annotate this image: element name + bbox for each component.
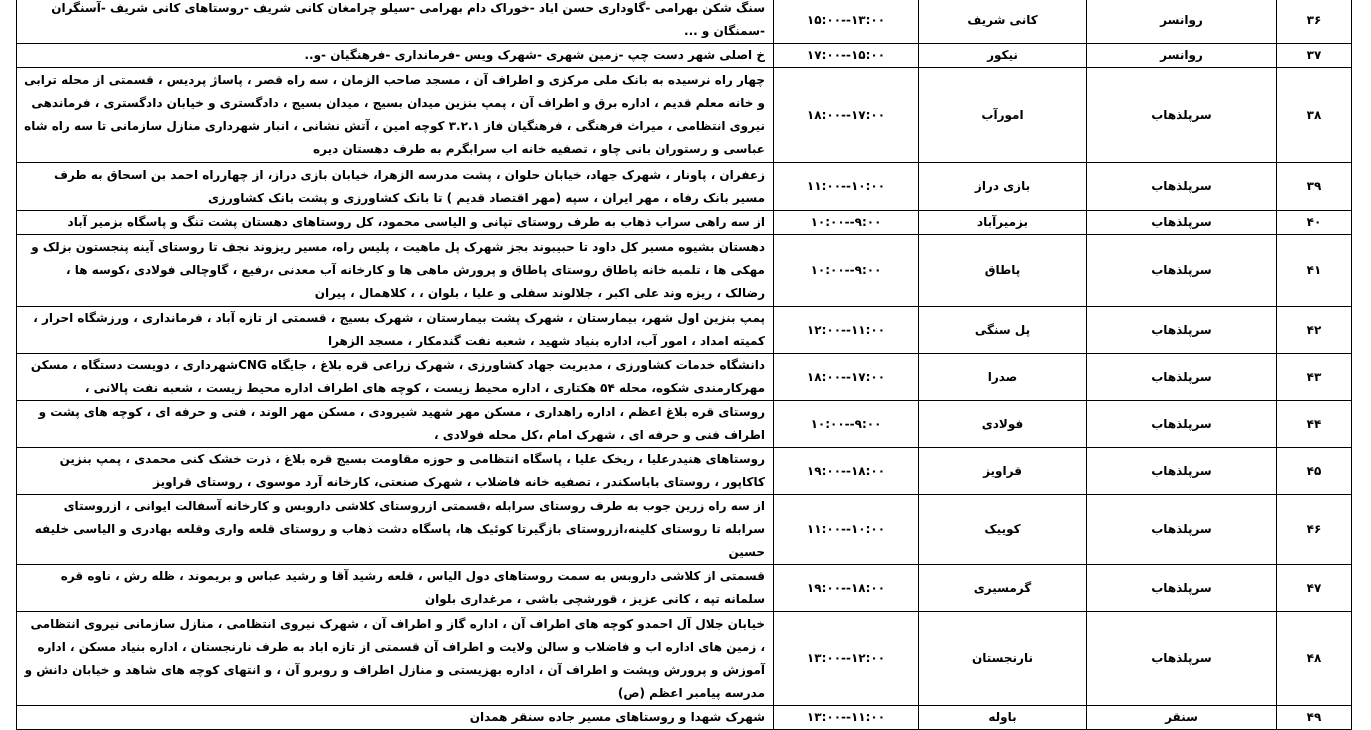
description-cell: شهرک شهدا و روستاهای مسیر جاده سنقر همدان bbox=[17, 706, 774, 730]
area-cell: نیکور bbox=[919, 44, 1087, 68]
city-cell: سرپلذهاب bbox=[1087, 68, 1277, 163]
time-cell: ۱۵:۰۰--۱۳:۰۰ bbox=[774, 0, 919, 44]
table-row bbox=[17, 448, 1352, 495]
table-row bbox=[17, 235, 1352, 307]
city-cell: سرپلذهاب bbox=[1087, 565, 1277, 612]
table-row bbox=[17, 565, 1352, 612]
description-cell: دهستان بشیوه مسیر کل داود تا حبیبوند بجز شهرک پل ماهیت ، پلیس راه، مسیر ریزوند نجف تا روستای آینه پنجستون بزلک و مهکی ها ، تلمبه خانه پاطاق روستای پاطاق و پرورش ماهی ها و کارخانه آب معدنی ،رفیع ، گاوچالی فولادی ،کوسه ها ، رضالک ، ریزه وند علی اکبر ، جلالوند سفلی و علیا ، بلوان ، ، کلاهمال ، پیران bbox=[17, 235, 774, 307]
row-number: ۴۱ bbox=[1277, 235, 1352, 307]
area-cell: بزمیرآباد bbox=[919, 211, 1087, 235]
row-number: ۴۸ bbox=[1277, 612, 1352, 706]
row-number: ۳۸ bbox=[1277, 68, 1352, 163]
city-cell: سرپلذهاب bbox=[1087, 354, 1277, 401]
area-cell: صدرا bbox=[919, 354, 1087, 401]
table-row bbox=[17, 163, 1352, 211]
description-cell: پمپ بنزین اول شهر، بیمارستان ، شهرک پشت بیمارستان ، شهرک بسیج ، قسمتی از تازه آباد ، فرمانداری ، ورزشگاه احرار ، کمیته امداد ، امور آب، اداره بنیاد شهید ، شعبه نفت گندمکار ، مسجد الزهرا bbox=[17, 307, 774, 354]
row-number: ۳۷ bbox=[1277, 44, 1352, 68]
description-cell: روستاهای هنیدرعلیا ، ریخک علیا ، پاسگاه انتظامی و حوزه مقاومت بسیج قره بلاغ ، ذرت خشک کنی محمدی ، پمپ بنزین کاکاپور ، روستای باباسکندر ، تصفیه خانه فاضلاب ، شهرک صنعتی، کارخانه آرد موسوی ، روستای قراویز bbox=[17, 448, 774, 495]
area-cell: امورآب bbox=[919, 68, 1087, 163]
description-cell: سنگ شکن بهرامی -گاوداری حسن اباد -خوراک دام بهرامی -سیلو چرامغان کانی شریف -روستاهای کانی شریف -آسنگران -سمنگان و ... bbox=[17, 0, 774, 44]
city-cell: سرپلذهاب bbox=[1087, 235, 1277, 307]
time-cell: ۱۹:۰۰--۱۸:۰۰ bbox=[774, 565, 919, 612]
table-row bbox=[17, 211, 1352, 235]
description-cell: زعفران ، پاونار ، شهرک جهاد، خیابان حلوان ، پشت مدرسه الزهرا، خیابان بازی دراز، از چهارراه احمد بن اسحاق به طرف مسیر بانک رفاه ، مهر ایران ، سپه (مهر اقتصاد قدیم ) تا بانک کشاورزی و پشت بانک کشاورزی bbox=[17, 163, 774, 211]
city-cell: روانسر bbox=[1087, 0, 1277, 44]
city-cell: سرپلذهاب bbox=[1087, 211, 1277, 235]
time-cell: ۱۹:۰۰--۱۸:۰۰ bbox=[774, 448, 919, 495]
time-cell: ۱۳:۰۰--۱۲:۰۰ bbox=[774, 612, 919, 706]
table-row bbox=[17, 68, 1352, 163]
outage-schedule-table bbox=[16, 0, 1352, 730]
city-cell: روانسر bbox=[1087, 44, 1277, 68]
description-cell: دانشگاه خدمات کشاورزی ، مدیریت جهاد کشاورزی ، شهرک زراعی قره بلاغ ، جایگاه CNGشهرداری ، دویست دستگاه ، مسکن مهرکارمندی شکوه، محله ۵۴ هکتاری ، اداره محیط زیست ، کوچه های اطراف اداره محیط زیست ، شعبه نفت پالانی ، bbox=[17, 354, 774, 401]
area-cell: نارنجستان bbox=[919, 612, 1087, 706]
description-cell: از سه راه زرین جوب به طرف روستای سرابله ،قسمتی ازروستای کلاشی داروبس و کارخانه آسفالت ایوانی ، ازروستای سرابله تا روستای کلینه،ازروستای بازگیرتا کوئیک ها، پاسگاه دشت ذهاب و روستای قلعه واری وقلعه بهادری و الیاسی خلیفه حسین bbox=[17, 495, 774, 565]
area-cell: پل سنگی bbox=[919, 307, 1087, 354]
area-cell: کوییک bbox=[919, 495, 1087, 565]
time-cell: ۱۸:۰۰--۱۷:۰۰ bbox=[774, 354, 919, 401]
description-cell: از سه راهی سراب ذهاب به طرف روستای تپانی و الیاسی محمود، کل روستاهای دهستان پشت تنگ و پاسگاه بزمیر آباد bbox=[17, 211, 774, 235]
time-cell: ۱۷:۰۰--۱۵:۰۰ bbox=[774, 44, 919, 68]
table-row bbox=[17, 495, 1352, 565]
area-cell: باوله bbox=[919, 706, 1087, 730]
table-row bbox=[17, 44, 1352, 68]
time-cell: ۱۰:۰۰--۹:۰۰ bbox=[774, 211, 919, 235]
description-cell: خیابان جلال آل احمدو کوچه های اطراف آن ، اداره گاز و اطراف آن ، شهرک نیروی انتظامی ، منازل سازمانی نیروی انتظامی ، زمین های اداره اب و فاضلاب و سالن ولایت و اطراف آن قسمتی از تازه اباد به طرف نارنجستان ، اداره بنیاد مسکن ، اداره آموزش و پرورش وپشت و اطراف آن ، اداره بهزیستی و منازل اطراف و روبرو آن ، و انتهای کوچه های شاهد و خیابان دانش و مدرسه پیامبر اعظم (ص) bbox=[17, 612, 774, 706]
row-number: ۴۷ bbox=[1277, 565, 1352, 612]
row-number: ۴۰ bbox=[1277, 211, 1352, 235]
time-cell: ۱۰:۰۰--۹:۰۰ bbox=[774, 401, 919, 448]
row-number: ۴۳ bbox=[1277, 354, 1352, 401]
time-cell: ۱۰:۰۰--۹:۰۰ bbox=[774, 235, 919, 307]
row-number: ۴۹ bbox=[1277, 706, 1352, 730]
table-row bbox=[17, 401, 1352, 448]
table-row bbox=[17, 307, 1352, 354]
time-cell: ۱۲:۰۰--۱۱:۰۰ bbox=[774, 307, 919, 354]
time-cell: ۱۳:۰۰--۱۱:۰۰ bbox=[774, 706, 919, 730]
area-cell: پاطاق bbox=[919, 235, 1087, 307]
table-row bbox=[17, 0, 1352, 44]
description-cell: چهار راه نرسیده به بانک ملی مرکزی و اطراف آن ، مسجد صاحب الزمان ، سه راه قصر ، پاساژ پردیس ، قسمتی از محله ترابی و خانه معلم قدیم ، اداره برق و اطراف آن ، پمپ بنزین میدان بسیج ، میدان بسیج ، دادگستری و خیابان دادگستری ، فرماندهی نیروی انتظامی ، میراث فرهنگی ، فرهنگیان فاز ۳.۲.۱ کوچه امین ، آتش نشانی ، انبار شهرداری منازل سازمانی تا سه راه شاه عباسی و رستوران بانی چاو ، تصفیه خانه اب سرابگرم به طرف دهستان دیره bbox=[17, 68, 774, 163]
description-cell: خ اصلی شهر دست چپ -زمین شهری -شهرک ویس -فرمانداری -فرهنگیان -و.. bbox=[17, 44, 774, 68]
description-cell: روستای قره بلاغ اعظم ، اداره راهداری ، مسکن مهر شهید شیرودی ، مسکن مهر الوند ، فنی و حرفه ای ، کوچه های پشت و اطراف فنی و حرفه ای ، شهرک امام ،کل محله فولادی ، bbox=[17, 401, 774, 448]
row-number: ۳۹ bbox=[1277, 163, 1352, 211]
row-number: ۴۲ bbox=[1277, 307, 1352, 354]
area-cell: بازی دراز bbox=[919, 163, 1087, 211]
row-number: ۴۴ bbox=[1277, 401, 1352, 448]
city-cell: سنقر bbox=[1087, 706, 1277, 730]
city-cell: سرپلذهاب bbox=[1087, 612, 1277, 706]
row-number: ۴۵ bbox=[1277, 448, 1352, 495]
description-cell: قسمتی از کلاشی داروبس به سمت روستاهای دول الیاس ، قلعه رشید آقا و رشید عباس و بریموند ، ظله رش ، ناوه قره سلمانه تپه ، کانی عزیز ، قورشچی باشی ، مرغداری بلوان bbox=[17, 565, 774, 612]
row-number: ۴۶ bbox=[1277, 495, 1352, 565]
city-cell: سرپلذهاب bbox=[1087, 163, 1277, 211]
city-cell: سرپلذهاب bbox=[1087, 401, 1277, 448]
city-cell: سرپلذهاب bbox=[1087, 495, 1277, 565]
city-cell: سرپلذهاب bbox=[1087, 448, 1277, 495]
city-cell: سرپلذهاب bbox=[1087, 307, 1277, 354]
time-cell: ۱۱:۰۰--۱۰:۰۰ bbox=[774, 495, 919, 565]
table-row bbox=[17, 354, 1352, 401]
table-row bbox=[17, 706, 1352, 730]
area-cell: گرمسیری bbox=[919, 565, 1087, 612]
row-number: ۳۶ bbox=[1277, 0, 1352, 44]
time-cell: ۱۱:۰۰--۱۰:۰۰ bbox=[774, 163, 919, 211]
area-cell: کانی شریف bbox=[919, 0, 1087, 44]
area-cell: قراویز bbox=[919, 448, 1087, 495]
area-cell: فولادی bbox=[919, 401, 1087, 448]
table-row bbox=[17, 612, 1352, 706]
time-cell: ۱۸:۰۰--۱۷:۰۰ bbox=[774, 68, 919, 163]
